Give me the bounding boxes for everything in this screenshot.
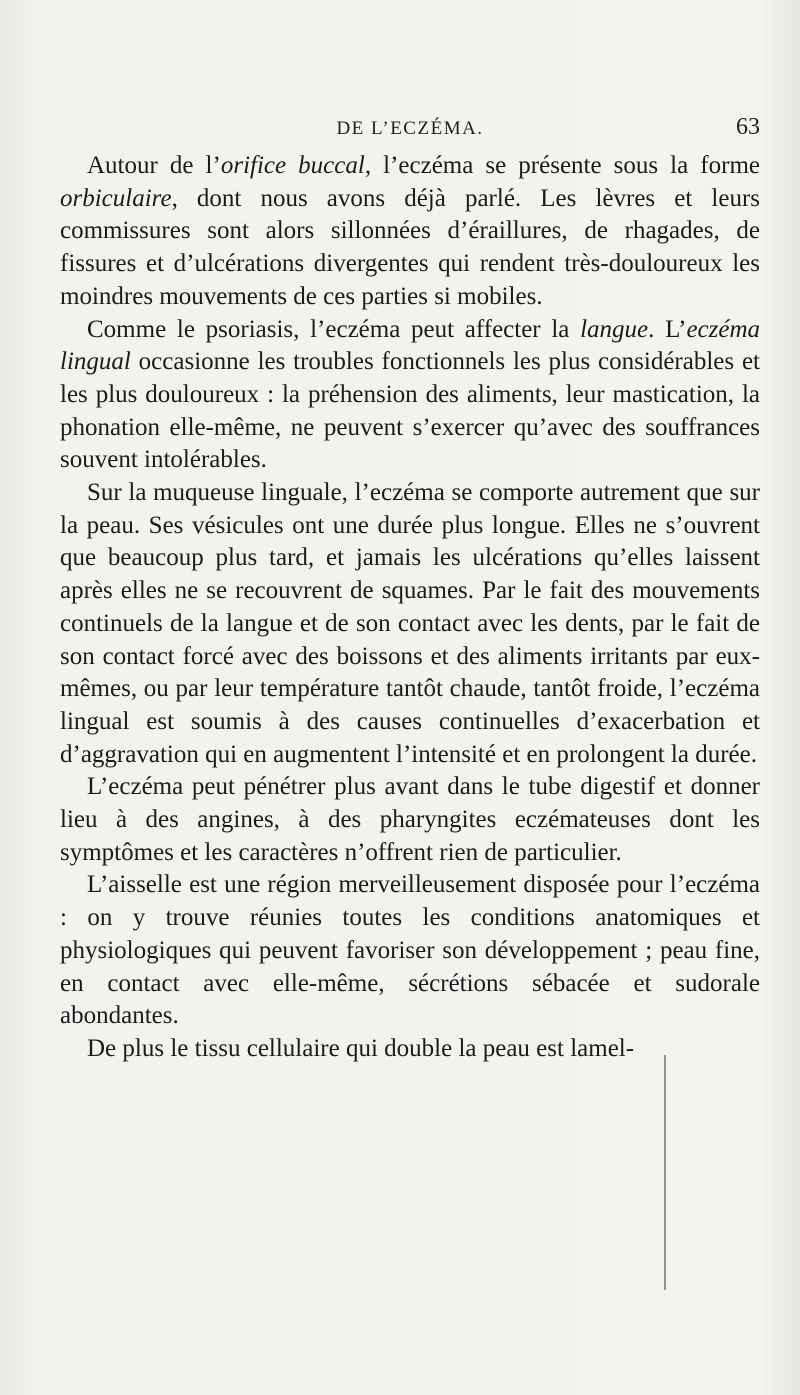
paragraph: [60, 150, 760, 314]
text-run: Autour de l’: [87, 152, 221, 179]
paragraph: [60, 869, 760, 1033]
paragraph: [60, 314, 760, 478]
paragraph: [60, 1033, 760, 1066]
text-run: Comme le psoriasis, l’eczéma peut affecter la: [87, 315, 581, 343]
text-run: , l’eczéma se présente sous la forme: [364, 152, 760, 179]
running-title: DE L’ECZÉMA.: [336, 118, 484, 139]
text-run: L’aisselle est une région merveilleusement disposée pour l’eczéma : on y trouve réunies toutes les conditions anatomiques et physiologiques qui peuvent favoriser son développement ; peau fine, en contact avec elle-même, sécrétions sébacée et sudorale abondantes.: [60, 871, 760, 1030]
paragraph: [60, 771, 760, 869]
page-number: 63: [736, 114, 760, 140]
text-run: De plus le tissu cellulaire qui double la peau est lamel-: [87, 1034, 635, 1062]
italic-text: langue: [580, 315, 649, 343]
text-run: occasionne les troubles fonctionnels les plus considérables et les plus douloureux : la préhension des aliments, leur mastication, la phonation elle-même, ne peuvent s’exercer qu’avec des souffrances souvent intolérables.: [60, 348, 760, 474]
italic-text: eczéma lingual: [60, 315, 761, 376]
page-header: [60, 112, 760, 142]
text-run: . L’: [648, 315, 687, 343]
page-edge-shadow: [664, 1055, 666, 1290]
body-text: [60, 150, 760, 1066]
text-run: L’eczéma peut pénétrer plus avant dans le tube digestif et donner lieu à des angines, à des pharyngites eczémateuses dont les symptômes et les caractères n’offrent rien de particulier.: [60, 773, 760, 866]
italic-text: orbiculaire: [60, 184, 172, 212]
paragraph: [60, 477, 760, 771]
text-run: Sur la muqueuse linguale, l’eczéma se comporte autrement que sur la peau. Ses vésicules ont une durée plus longue. Elles ne s’ouvrent que beaucoup plus tard, et jamais les ulcérations qu’elles laissent après elles ne se recouvrent de squames. Par le fait des mouvements continuels de la langue et de son contact avec les dents, par le fait de son contact forcé avec des boissons et des aliments irritants par eux-mêmes, ou par leur température tantôt chaude, tantôt froide, l’eczéma lingual est soumis à des causes continuelles d’exacerbation et d’aggravation qui en augmentent l’intensité et en prolongent la durée.: [60, 479, 760, 768]
italic-text: orifice buccal: [220, 152, 365, 179]
text-run: , dont nous avons déjà parlé. Les lèvres et leurs commissures sont alors sillonnées d’éraillures, de rhagades, de fissures et d’ulcérations divergentes qui rendent très-douloureux les moindres mouvements de ces parties si mobiles.: [60, 184, 760, 310]
